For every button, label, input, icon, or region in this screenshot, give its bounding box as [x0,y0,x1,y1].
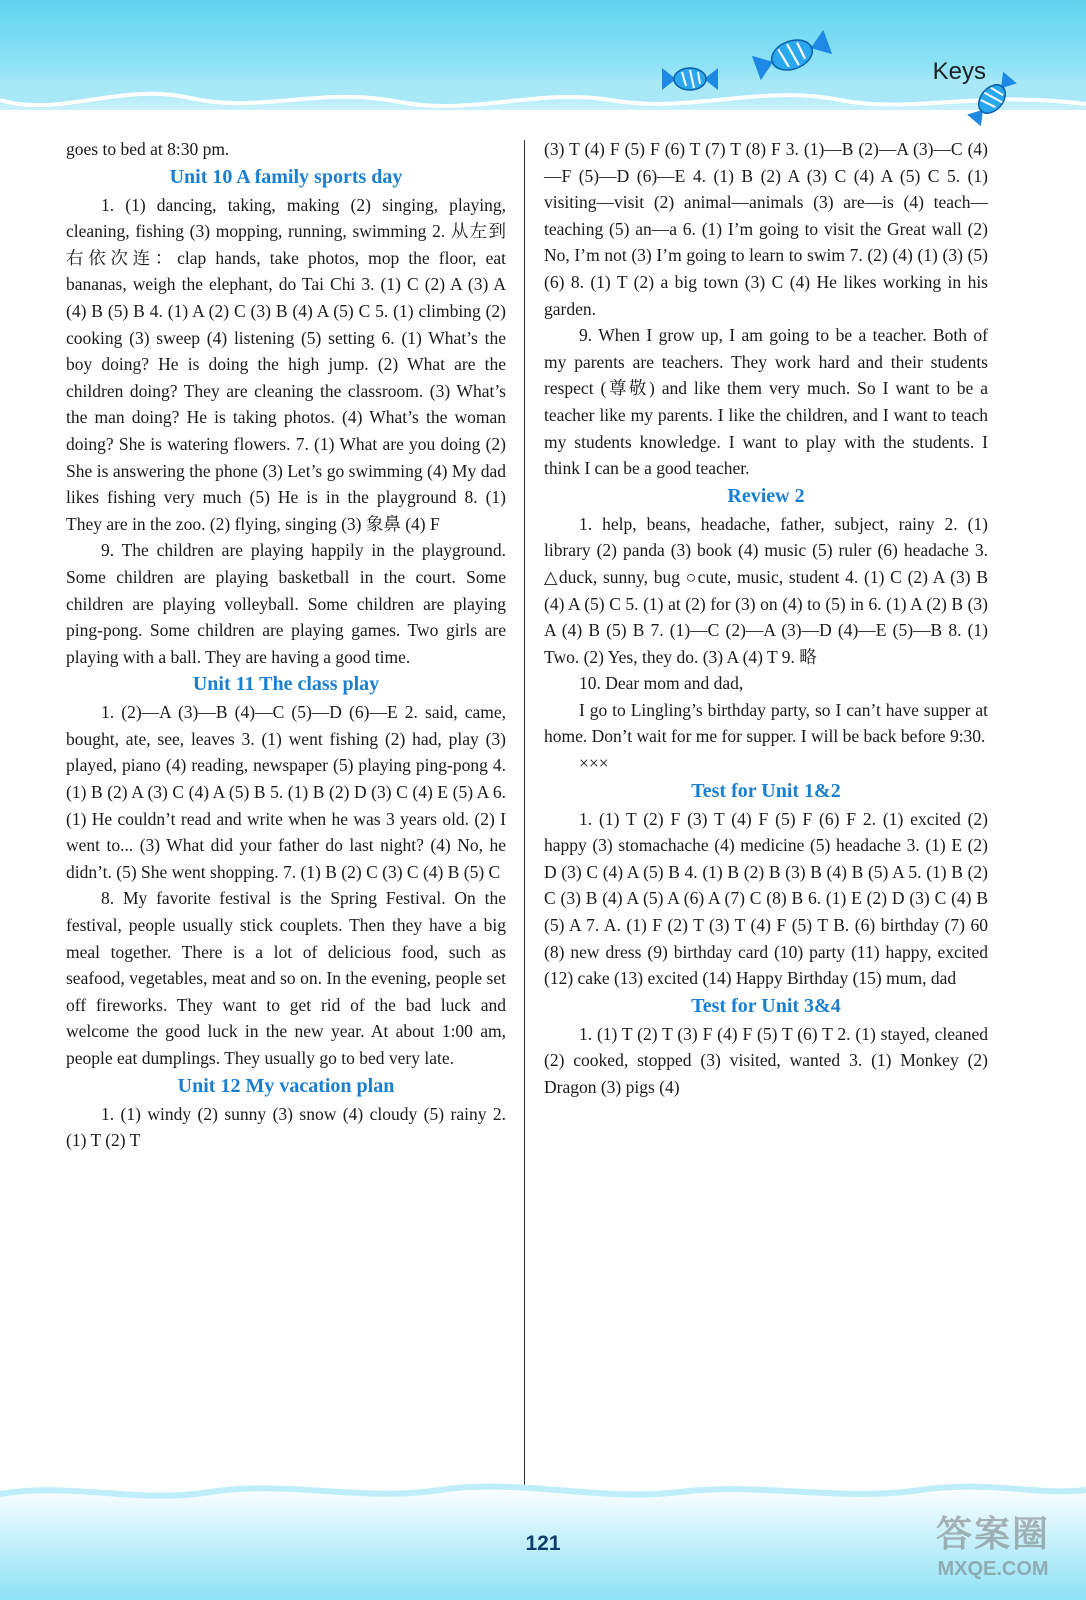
section-heading: Unit 10 A family sports day [169,165,403,188]
column-divider [524,140,525,1495]
right-column [544,136,988,1101]
answer-paragraph: ××× [579,753,609,774]
header-wave [0,80,1086,140]
answer-paragraph: 10. Dear mom and dad, [579,673,744,694]
answer-paragraph: I go to Lingling’s birthday party, so I can’t have supper at home. Don’t wait for me for supper. I will be back before 9:30. [544,699,988,747]
answer-paragraph: 1. help, beans, headache, father, subject, rainy 2. (1) library (2) panda (3) book (4) music (5) ruler (6) headache 3. △duck, sunny, bug ○cute, music, student 4. (1) C (2) A (3) B (4) A (5) C 5. (1) at (2) for (3) on (4) to (5) in 6. (1) A (2) B (3) A (4) B (5) B 7. (1)—C (2)—A (3)—D (4)—E (5)—B 8. (1) Two. (2) Yes, they do. (3) A (4) T 9. 略 [544,513,988,667]
answer-paragraph: 8. My favorite festival is the Spring Festival. On the festival, people usually stick couplets. Then they have a big meal together. There is a lot of delicious food, such as seafood, vegetables, meat and so on. In the evening, people set off fireworks. They want to get rid of the bad luck and welcome the good luck in the new year. At about 1:00 am, people eat dumplings. They usually go to bed very late. [66,888,506,1068]
candy-icon [660,62,720,96]
left-column [66,136,506,1154]
watermark-logo: 答案圈 [935,1513,1050,1554]
answer-paragraph: 1. (1) T (2) F (3) T (4) F (5) F (6) F 2. (1) excited (2) happy (3) stomachache (4) medicine (5) headache 3. (1) E (2) D (3) C (4) A (5) B 4. (1) B (2) B (3) B (4) B (5) A 5. (1) B (2) C (3) B (4) A (5) A (6) A (7) C (8) B 6. (1) E (2) D (3) C (4) B (5) A 7. A. (1) F (2) T (3) T (4) F (5) T B. (6) birthday (7) 60 (8) new dress (9) birthday card (10) party (11) happy, excited (12) cake (13) excited (14) Happy Birthday (15) mum, dad [544,808,988,989]
answer-paragraph: 1. (1) windy (2) sunny (3) snow (4) cloudy (5) rainy 2. (1) T (2) T [66,1103,506,1151]
answer-paragraph: 1. (2)—A (3)—B (4)—C (5)—D (6)—E 2. said, came, bought, ate, see, leaves 3. (1) went fishing (2) had, play (3) played, piano (4) reading, newspaper (5) playing ping-pong 4. (1) B (2) A (3) C (4) A (5) B 5. (1) B (2) D (3) C (4) E (5) A 6. (1) He couldn’t read and write when he was 3 years old. (2) I went to... (3) What did your father do last night? (4) No, he didn’t. (5) She went shopping. 7. (1) B (2) C (3) C (4) B (5) C [66,702,506,882]
answer-paragraph: 1. (1) T (2) T (3) F (4) F (5) T (6) T 2. (1) stayed, cleaned (2) cooked, stopped (3) visited, wanted 3. (1) Monkey (2) Dragon (3) pigs (4) [544,1023,988,1097]
section-heading: Test for Unit 1&2 [691,779,841,802]
section-heading: Unit 12 My vacation plan [177,1074,395,1097]
section-heading: Test for Unit 3&4 [691,994,841,1017]
section-heading: Review 2 [727,484,805,507]
continued-text: goes to bed at 8:30 pm. [66,139,230,159]
watermark-site: MXQE.COM [937,1558,1049,1580]
continued-text: (3) T (4) F (5) F (6) T (7) T (8) F 3. (1)—B (2)—A (3)—C (4)—F (5)—D (6)—E 4. (1) B (2) A (3) C (4) A (5) C 5. (1) visiting—visit (2) animal—animals (3) are—is (4) teach—teaching (5) an—a 6. (1) I’m going to visit the Great wall (2) No, I’m not (3) I’m going to learn to swim 7. (2) (4) (1) (3) (5) (6) 8. (1) T (2) a big town (3) C (4) He likes working in his garden. [544,139,988,319]
candy-icon [752,30,832,80]
watermark [918,1512,1068,1590]
section-heading: Unit 11 The class play [192,673,380,696]
header-label: Keys [932,58,986,85]
answer-paragraph: 9. When I grow up, I am going to be a teacher. Both of my parents are teachers. They work hard and their students respect (尊敬) and like them very much. So I want to be a teacher like my parents. I like the children, and I want to teach my students knowledge. I want to play with the students. I think I can be a good teacher. [544,325,988,479]
page-number: 121 [525,1532,561,1555]
footer-wave [0,1472,1086,1512]
answer-paragraph: 1. (1) dancing, taking, making (2) singing, playing, cleaning, fishing (3) mopping, running, swimming 2. 从左到右依次连：clap hands, take photos, mop the floor, eat bananas, weigh the elephant, do Tai Chi 3. (1) C (2) A (3) A (4) B (5) B 4. (1) A (2) C (3) B (4) A (5) C 5. (1) climbing (2) cooking (3) sweep (4) listening (5) setting 6. (1) What’s the boy doing? He is doing the high jump. (2) What are the children doing? They are cleaning the classroom. (3) What’s the man doing? He is taking photos. (4) What’s the woman doing? She is watering flowers. 7. (1) What are you doing (2) She is answering the phone (3) Let’s go swimming (4) My dad likes fishing very much (5) He is in the playground 8. (1) They are in the zoo. (2) flying, singing (3) 象鼻 (4) F [66,194,506,534]
answer-paragraph: 9. The children are playing happily in the playground. Some children are playing basketball in the court. Some children are playing volleyball. Some children are playing ping-pong. Some children are playing games. Two girls are playing with a ball. They are having a good time. [66,540,506,667]
